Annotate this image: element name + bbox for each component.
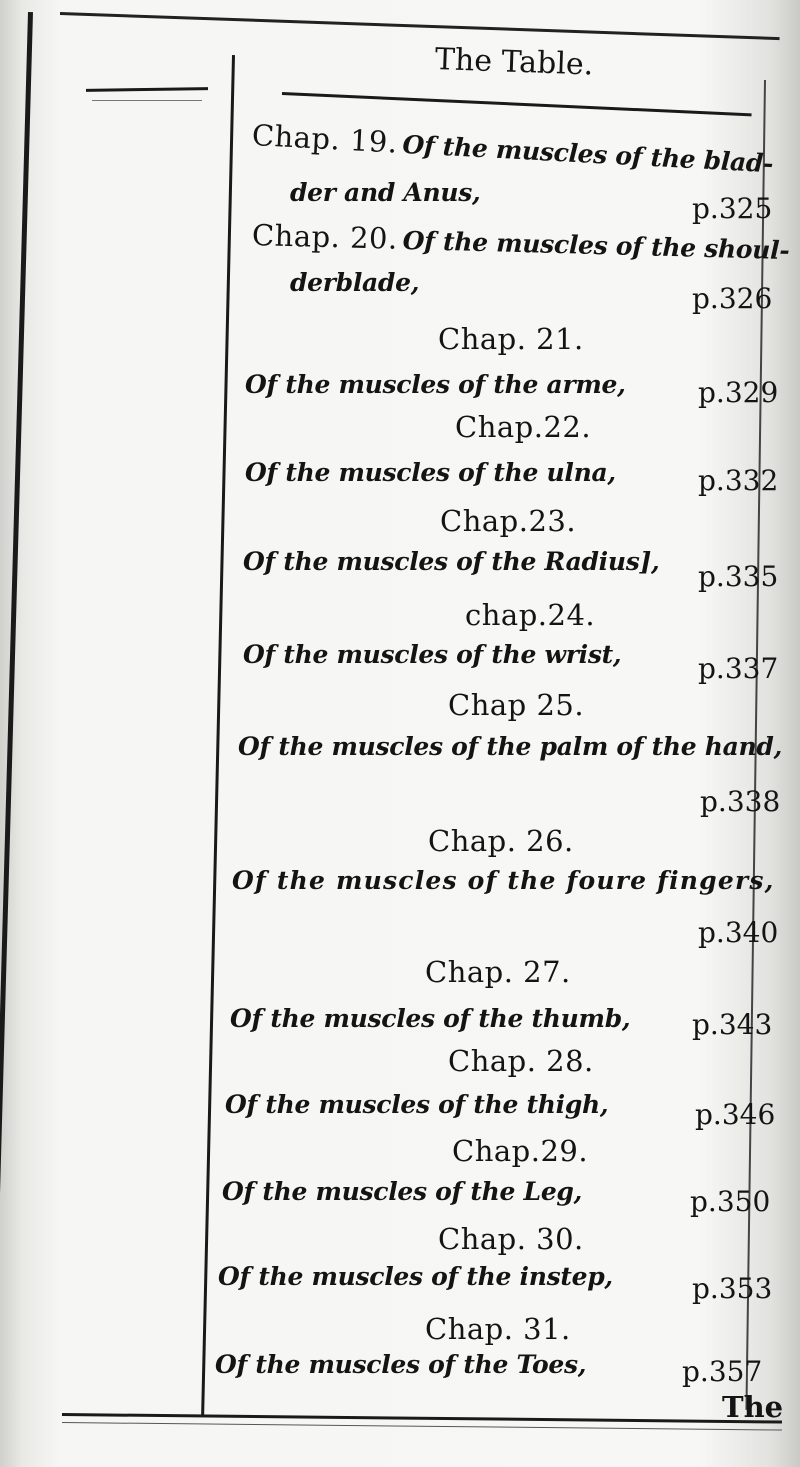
entry-20-title-cont: derblade,: [290, 268, 420, 297]
chapter-number: Chap. 26.: [428, 824, 574, 858]
outer-left-rule: [0, 12, 33, 1412]
chapter-title: Of the muscles of the ulna,: [245, 458, 616, 487]
chapter-number: Chap. 30.: [438, 1222, 584, 1256]
chapter-number: Chap. 31.: [425, 1312, 571, 1346]
bottom-thin-rule: [62, 1422, 782, 1431]
chapter-title: Of the muscles of the arme,: [245, 370, 626, 399]
chapter-number: chap.24.: [465, 598, 596, 632]
entry-19-title-cont: der and Anus,: [290, 178, 481, 207]
chapter-title: Of the muscles of the blad-: [401, 129, 774, 179]
entry-19-line-1: [251, 118, 774, 179]
margin-short-rule: [86, 87, 208, 92]
page-reference: p.340: [698, 916, 779, 949]
page-reference: p.335: [698, 560, 779, 593]
chapter-number: Chap.23.: [440, 504, 577, 538]
page-reference: p.326: [692, 282, 773, 315]
catchword: The: [722, 1390, 784, 1424]
chapter-title: Of the muscles of the shoul-: [402, 225, 790, 266]
page-reference: p.357: [682, 1355, 763, 1388]
page-reference: p.325: [692, 192, 773, 225]
chapter-number: Chap.22.: [455, 410, 592, 444]
chapter-number: Chap. 28.: [448, 1044, 594, 1078]
chapter-title: Of the muscles of the wrist,: [243, 640, 622, 669]
chapter-title: Of the muscles of the Toes,: [215, 1350, 587, 1379]
chapter-number: Chap.29.: [452, 1134, 589, 1168]
inner-left-rule: [201, 55, 235, 1415]
page-reference: p.343: [692, 1008, 773, 1041]
page-reference: p.338: [700, 785, 781, 818]
margin-thin-rule: [92, 100, 202, 101]
page-title: The Table.: [434, 42, 594, 83]
page-reference: p.337: [698, 652, 779, 685]
chapter-title: Of the muscles of the thumb,: [230, 1004, 631, 1033]
bottom-rule: [62, 1413, 782, 1424]
page-reference: p.353: [692, 1272, 773, 1305]
chapter-number: Chap 25.: [448, 688, 585, 722]
chapter-number: Chap. 19.: [251, 118, 399, 160]
chapter-title: Of the muscles of the Radius],: [243, 547, 660, 576]
chapter-title: Of the muscles of the foure fingers,: [232, 866, 775, 895]
chapter-number: Chap. 20.: [251, 218, 399, 256]
page-reference: p.350: [690, 1185, 771, 1218]
chapter-title: Of the muscles of the instep,: [218, 1262, 613, 1291]
heading-rule: [282, 92, 752, 116]
entry-20-line-1: [252, 218, 790, 266]
page-reference: p.332: [698, 464, 779, 497]
outer-top-rule: [60, 12, 780, 40]
chapter-number: Chap. 27.: [425, 955, 571, 989]
chapter-title: Of the muscles of the Leg,: [222, 1177, 583, 1206]
page-reference: p.346: [695, 1098, 776, 1131]
chapter-number: Chap. 21.: [438, 322, 584, 356]
page-reference: p.329: [698, 376, 779, 409]
chapter-title: Of the muscles of the thigh,: [225, 1090, 609, 1119]
chapter-title: Of the muscles of the palm of the hand,: [238, 732, 782, 761]
